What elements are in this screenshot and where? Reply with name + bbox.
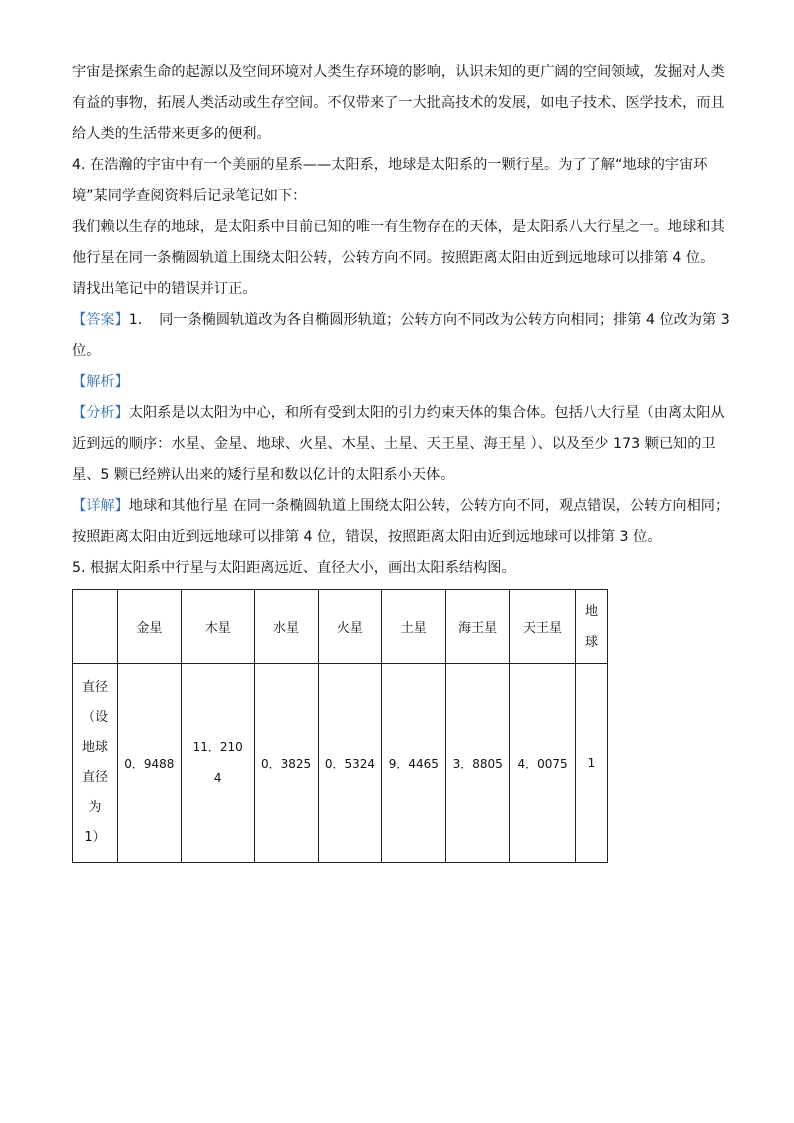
value-cell-venus: 0．9488	[117, 664, 181, 863]
table-header-row	[73, 590, 608, 664]
question-5-line: 5. 根据太阳系中行星与太阳距离远近、直径大小，画出太阳系结构图。	[72, 560, 516, 576]
header-cell-mercury: 水星	[254, 590, 318, 664]
analysis-line: 星、5 颗已经辨认出来的矮行星和数以亿计的太阳系小天体。	[72, 467, 455, 483]
table-row	[73, 664, 608, 863]
value-cell-mercury: 0．3825	[254, 664, 318, 863]
question-4-line: 境”某同学查阅资料后记录笔记如下：	[72, 188, 307, 204]
document-body	[72, 62, 730, 578]
header-cell-jupiter: 木星	[181, 590, 254, 664]
note-line: 他行星在同一条椭圆轨道上围绕太阳公转，公转方向不同。按照距离太阳由近到远地球可以排第 4 位。	[72, 250, 715, 266]
detail-line: 【详解】地球和其他行星 在同一条椭圆轨道上围绕太阳公转，公转方向不同，观点错误，公转方向相同；	[72, 498, 730, 514]
value-cell-earth: 1	[576, 664, 608, 863]
analysis-tag: 【解析】	[72, 374, 129, 390]
value-cell-jupiter: 11．210 4	[181, 664, 254, 863]
paragraph-line: 有益的事物，拓展人类活动或生存空间。不仅带来了一大批高技术的发展，如电子技术、医学技术，而且	[72, 95, 725, 111]
fenxi-tag: 【分析】	[72, 405, 129, 421]
header-cell-earth: 地 球	[576, 590, 608, 664]
detail-line: 按照距离太阳由近到远地球可以排第 4 位，错误，按照距离太阳由近到远地球可以排第 3 位。	[72, 529, 662, 545]
planet-diameter-table	[72, 589, 608, 863]
paragraph-line: 宇宙是探索生命的起源以及空间环境对人类生存环境的影响，认识未知的更广阔的空间领域，发掘对人类	[72, 64, 725, 80]
value-cell-neptune: 3．8805	[446, 664, 510, 863]
header-cell-empty	[73, 590, 118, 664]
analysis-line: 近到远的顺序：水星、金星、地球、火星、木星、土星、天王星、海王星 ）、以及至少 173 颗已知的卫	[72, 436, 716, 452]
detail-tag: 【详解】	[72, 498, 129, 514]
answer-line: 【答案】1． 同一条椭圆轨道改为各自椭圆形轨道；公转方向不同改为公转方向相同；排第 4 位改为第 3	[72, 312, 730, 328]
header-cell-mars: 火星	[318, 590, 382, 664]
value-cell-uranus: 4．0075	[510, 664, 576, 863]
header-cell-saturn: 土星	[382, 590, 446, 664]
answer-line: 位。	[72, 343, 101, 359]
header-cell-uranus: 天王星	[510, 590, 576, 664]
analysis-heading	[72, 372, 722, 392]
value-cell-saturn: 9．4465	[382, 664, 446, 863]
header-cell-neptune: 海王星	[446, 590, 510, 664]
header-cell-venus: 金星	[117, 590, 181, 664]
value-cell-mars: 0．5324	[318, 664, 382, 863]
note-line: 我们赖以生存的地球，是太阳系中目前已知的唯一有生物存在的天体，是太阳系八大行星之一。地球和其	[72, 219, 725, 235]
answer-tag: 【答案】	[72, 312, 129, 328]
analysis-line: 【分析】太阳系是以太阳为中心，和所有受到太阳的引力约束天体的集合体。包括八大行星（由离太阳从	[72, 405, 725, 421]
row-label-diameter: 直径 （设 地球 直径 为 1）	[73, 664, 118, 863]
question-4-line: 4. 在浩瀚的宇宙中有一个美丽的星系——太阳系，地球是太阳系的一颗行星。为了了解“地球的宇宙环	[72, 157, 708, 173]
note-line: 请找出笔记中的错误并订正。	[72, 281, 257, 297]
paragraph-line: 给人类的生活带来更多的便利。	[72, 126, 271, 142]
